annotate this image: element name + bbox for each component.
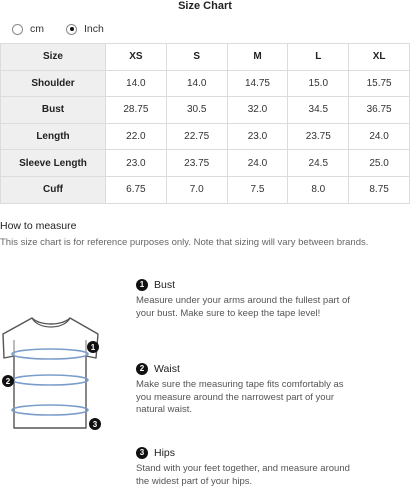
table-cell: 22.0: [106, 123, 167, 150]
numbered-circle-icon: [89, 418, 101, 430]
numbered-circle-icon: 1: [136, 279, 148, 291]
table-cell: 24.0: [227, 150, 288, 177]
unit-selector: [12, 22, 104, 36]
row-label: Sleeve Length: [1, 150, 106, 177]
measure-step-hips: [136, 446, 356, 488]
table-cell: 24.0: [349, 123, 410, 150]
how-to-measure-title: How to measure: [0, 220, 77, 232]
unit-label-inch: Inch: [84, 23, 104, 35]
table-row: [1, 176, 410, 203]
table-cell: 34.5: [288, 97, 349, 124]
size-chart-title: Size Chart: [178, 0, 232, 12]
table-cell: 15.0: [288, 70, 349, 97]
table-cell: 23.0: [227, 123, 288, 150]
numbered-circle-icon: 2: [136, 363, 148, 375]
t-shirt-outline-icon: [0, 310, 115, 440]
unit-label-cm: cm: [30, 23, 44, 35]
table-row: [1, 97, 410, 124]
size-header-cell: XL: [349, 44, 410, 71]
table-cell: 8.0: [288, 176, 349, 203]
svg-text:3: 3: [92, 420, 98, 429]
table-cell: 15.75: [349, 70, 410, 97]
svg-text:1: 1: [90, 343, 96, 352]
numbered-circle-icon: [87, 341, 99, 353]
table-cell: 23.75: [166, 150, 227, 177]
table-cell: 6.75: [106, 176, 167, 203]
row-label: Length: [1, 123, 106, 150]
step-title: Waist: [154, 363, 180, 375]
step-description: Measure under your arms around the fullest part of your bust. Make sure to keep the tape level!: [136, 295, 350, 319]
size-header-cell: M: [227, 44, 288, 71]
row-label: Bust: [1, 97, 106, 124]
row-label: Shoulder: [1, 70, 106, 97]
numbered-circle-icon: 3: [136, 447, 148, 459]
table-cell: 28.75: [106, 97, 167, 124]
table-row: [1, 150, 410, 177]
table-cell: 7.0: [166, 176, 227, 203]
unit-option-inch[interactable]: [66, 23, 104, 35]
table-cell: 23.0: [106, 150, 167, 177]
table-row: [1, 123, 410, 150]
step-title: Hips: [154, 447, 176, 459]
table-cell: 8.75: [349, 176, 410, 203]
table-cell: 22.75: [166, 123, 227, 150]
size-header-cell: XS: [106, 44, 167, 71]
radio-button-icon[interactable]: [66, 24, 77, 35]
table-cell: 14.75: [227, 70, 288, 97]
radio-button-icon[interactable]: [12, 24, 23, 35]
measure-step-waist: [136, 362, 356, 417]
table-cell: 24.5: [288, 150, 349, 177]
size-disclaimer-note: This size chart is for reference purposes only. Note that sizing will vary between brands.: [0, 237, 369, 248]
table-cell: 23.75: [288, 123, 349, 150]
unit-option-cm[interactable]: [12, 23, 44, 35]
size-header-cell: L: [288, 44, 349, 71]
table-cell: 7.5: [227, 176, 288, 203]
measure-step-bust: [136, 278, 356, 320]
step-description: Stand with your feet together, and measure around the widest part of your hips.: [136, 463, 350, 487]
numbered-circle-icon: [2, 375, 14, 387]
table-cell: 30.5: [166, 97, 227, 124]
step-title: Bust: [154, 279, 176, 291]
table-cell: 25.0: [349, 150, 410, 177]
table-cell: 32.0: [227, 97, 288, 124]
step-description: Make sure the measuring tape fits comfortably as you measure around the narrowest part of your natural waist.: [136, 379, 344, 415]
table-cell: 36.75: [349, 97, 410, 124]
size-table: [0, 43, 410, 204]
size-header-row: [1, 44, 410, 71]
row-label: Cuff: [1, 176, 106, 203]
size-header-label: Size: [1, 44, 106, 71]
table-cell: 14.0: [106, 70, 167, 97]
svg-text:2: 2: [5, 377, 11, 386]
size-header-cell: S: [166, 44, 227, 71]
table-row: [1, 70, 410, 97]
table-cell: 14.0: [166, 70, 227, 97]
